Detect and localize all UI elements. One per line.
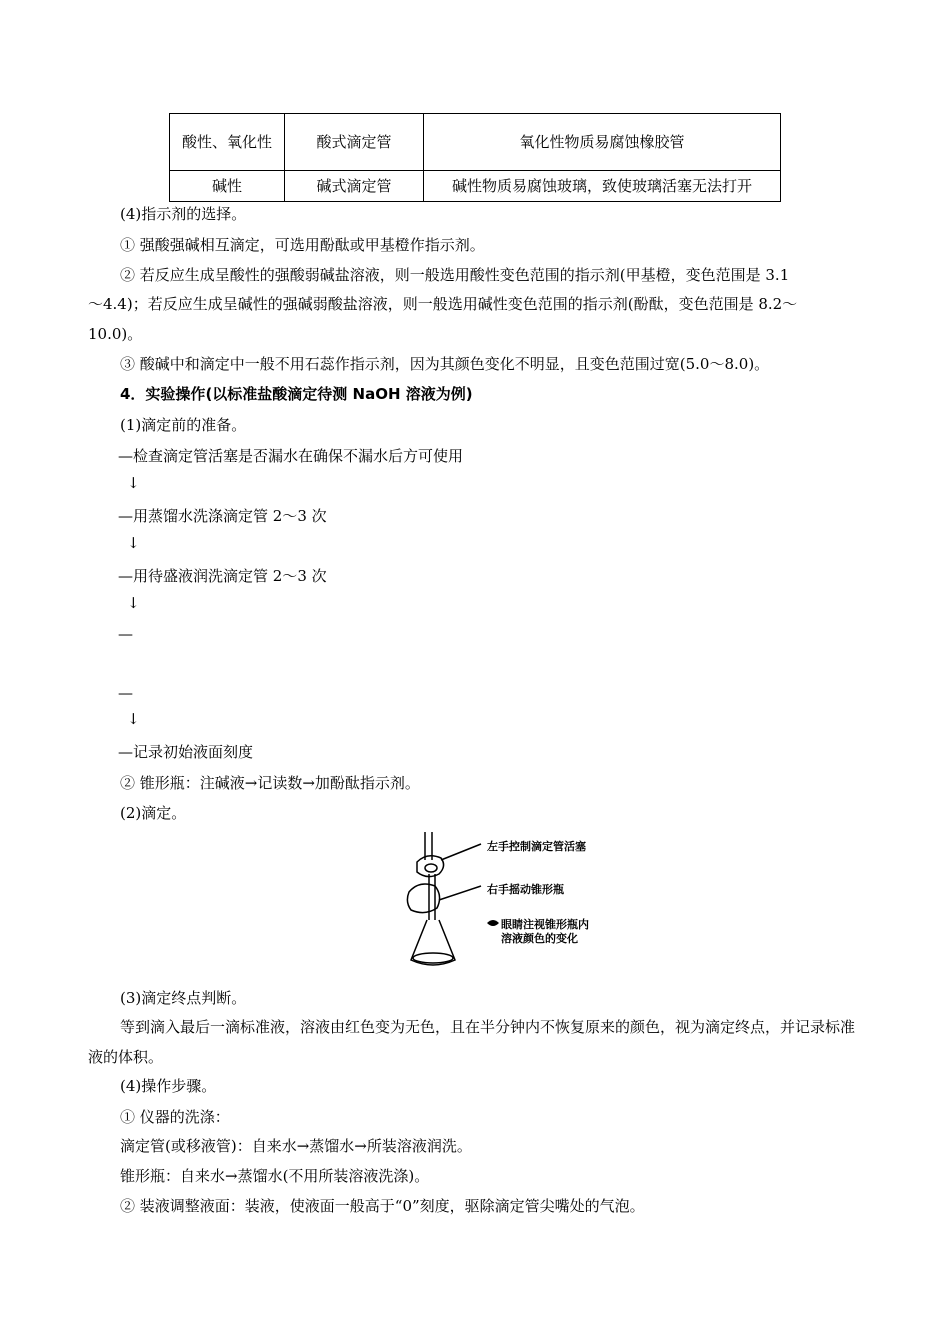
down-arrow-icon: ↓ [127,710,140,728]
table-cell: 酸性、氧化性 [170,114,285,171]
flow-step: —检查滴定管活塞是否漏水在确保不漏水后方可使用 [118,447,464,465]
text-line: (3)滴定终点判断。 [120,989,247,1007]
figure-label: 溶液颜色的变化 [501,932,578,945]
text-line: ② 锥形瓶：注碱液→记读数→加酚酞指示剂。 [120,774,420,792]
table-cell: 氧化性物质易腐蚀橡胶管 [424,114,781,171]
table-cell: 碱性物质易腐蚀玻璃，致使玻璃活塞无法打开 [424,171,781,202]
flow-step: —用待盛液润洗滴定管 2～3 次 [118,567,327,585]
flow-step: —记录初始液面刻度 [118,743,254,761]
flow-step: —用蒸馏水洗涤滴定管 2～3 次 [118,507,327,525]
table-cell: 碱式滴定管 [285,171,424,202]
table-cell: 酸式滴定管 [285,114,424,171]
paragraph: 等到滴入最后一滴标准液，溶液由红色变为无色，且在半分钟内不恢复原来的颜色，视为滴定终点，并记录标准液的体积。 [88,1018,856,1066]
text-line: (4)指示剂的选择。 [120,205,247,223]
text-line: ① 仪器的洗涤： [120,1108,230,1126]
figure-label: 右手摇动锥形瓶 [487,883,564,896]
text-line: ③ 酸碱中和滴定中一般不用石蕊作指示剂，因为其颜色变化不明显，且变色范围过宽(5.0～8.0)。 [120,355,770,373]
text-line: 锥形瓶：自来水→蒸馏水(不用所装溶液洗涤)。 [120,1167,430,1185]
text-line: (1)滴定前的准备。 [120,416,247,434]
text-line: (2)滴定。 [120,804,187,822]
text-line: 滴定管(或移液管)：自来水→蒸馏水→所装溶液润洗。 [120,1137,472,1155]
burette-table [169,113,781,202]
section-heading: 4．实验操作(以标准盐酸滴定待测 NaOH 溶液为例) [120,385,473,403]
text-line: (4)操作步骤。 [120,1077,217,1095]
titration-figure [405,830,615,970]
table-cell: 碱性 [170,171,285,202]
text-line: ② 装液调整液面：装液，使液面一般高于“0”刻度，驱除滴定管尖嘴处的气泡。 [120,1197,645,1215]
text-line: ② 若反应生成呈酸性的强酸弱碱盐溶液，则一般选用酸性变色范围的指示剂(甲基橙，变色范围是 3.1 [120,266,790,284]
text-line: ① 强酸强碱相互滴定，可选用酚酞或甲基橙作指示剂。 [120,236,485,254]
table-row [170,171,781,202]
down-arrow-icon: ↓ [127,534,140,552]
text-line: ～4.4)；若反应生成呈碱性的强碱弱酸盐溶液，则一般选用碱性变色范围的指示剂(酚酞，变色范围是 8.2～ [88,295,798,313]
text-line: 10.0)。 [88,325,143,343]
figure-label: 左手控制滴定管活塞 [487,840,586,853]
table-row [170,114,781,171]
flow-step: — [118,684,133,702]
flow-step: — [118,625,133,643]
eye-icon [487,920,499,926]
down-arrow-icon: ↓ [127,474,140,492]
figure-label: 眼睛注视锥形瓶内 [501,918,589,931]
down-arrow-icon: ↓ [127,594,140,612]
